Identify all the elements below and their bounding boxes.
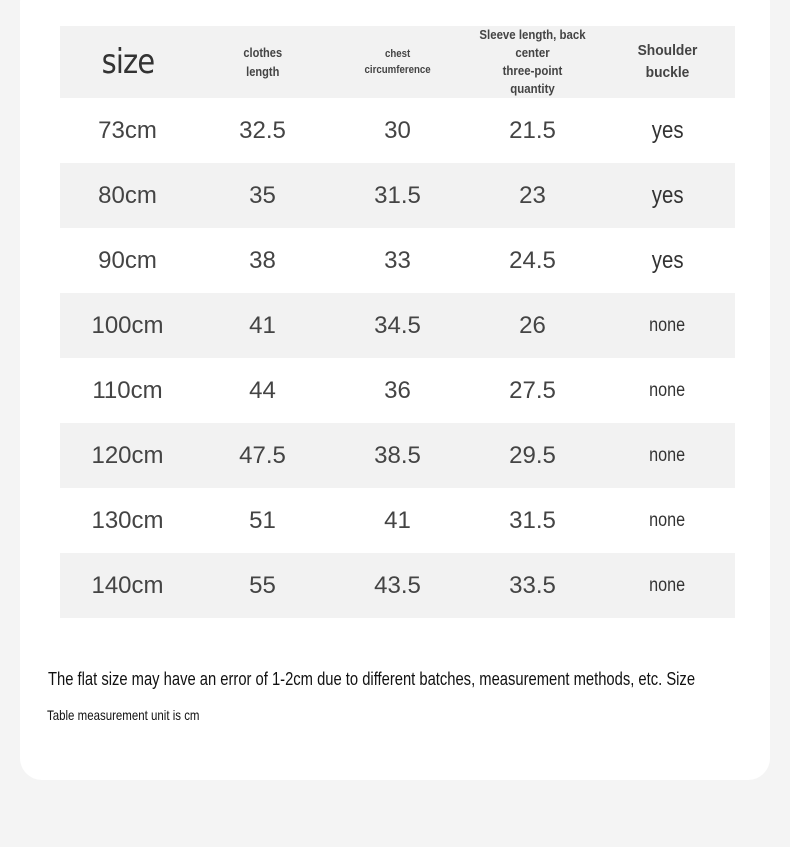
table-row: [60, 163, 735, 228]
size-cell: 140cm: [91, 571, 164, 599]
size-cell: 120cm: [91, 441, 164, 469]
sleeve-length-cell: 21.5: [509, 116, 556, 144]
table-row: [60, 553, 735, 618]
sleeve-length-cell: 27.5: [509, 376, 556, 404]
sleeve-length-cell: 26: [519, 311, 546, 339]
shoulder-buckle-cell: none: [649, 379, 686, 401]
sleeve-length-cell: 24.5: [509, 246, 556, 274]
clothes-length-cell: 38: [249, 246, 276, 274]
shoulder-buckle-cell: none: [649, 509, 686, 531]
shoulder-buckle-cell: none: [649, 574, 686, 596]
size-table: [60, 26, 735, 618]
table-row: [60, 98, 735, 163]
shoulder-buckle-cell: yes: [651, 246, 684, 274]
chest-circumference-cell: 30: [384, 116, 411, 144]
chest-circumference-cell: 41: [384, 506, 411, 534]
shoulder-buckle-cell: yes: [651, 181, 684, 209]
table-row: [60, 488, 735, 553]
clothes-length-cell: 51: [249, 506, 276, 534]
size-cell: 100cm: [91, 311, 164, 339]
sleeve-length-cell: 33.5: [509, 571, 556, 599]
chest-circumference-cell: 43.5: [374, 571, 421, 599]
sleeve-length-cell: 29.5: [509, 441, 556, 469]
chest-circumference-cell: 36: [384, 376, 411, 404]
table-header-row: [60, 26, 735, 98]
clothes-length-cell: 41: [249, 311, 276, 339]
size-cell: 110cm: [92, 376, 163, 404]
table-row: [60, 423, 735, 488]
size-cell: 90cm: [98, 246, 157, 274]
table-row: [60, 293, 735, 358]
clothes-length-cell: 55: [249, 571, 276, 599]
chest-circumference-cell: 38.5: [374, 441, 421, 469]
chest-circumference-cell: 31.5: [374, 181, 421, 209]
table-row: [60, 358, 735, 423]
size-cell: 80cm: [98, 181, 157, 209]
table-row: [60, 228, 735, 293]
clothes-length-cell: 35: [249, 181, 276, 209]
shoulder-buckle-cell: yes: [651, 116, 684, 144]
chest-circumference-cell: 33: [384, 246, 411, 274]
sleeve-length-cell: 23: [519, 181, 546, 209]
size-cell: 130cm: [91, 506, 164, 534]
clothes-length-cell: 44: [249, 376, 276, 404]
header-sleeve-length: Sleeve length, back center three-point quantity: [479, 27, 586, 96]
header-chest-circumference: chest circumference: [364, 48, 431, 76]
table-body: [60, 98, 735, 618]
shoulder-buckle-cell: none: [649, 444, 686, 466]
size-cell: 73cm: [98, 116, 157, 144]
chest-circumference-cell: 34.5: [374, 311, 421, 339]
clothes-length-cell: 47.5: [239, 441, 286, 469]
header-clothes-length: clothes length: [243, 45, 282, 79]
sleeve-length-cell: 31.5: [509, 506, 556, 534]
shoulder-buckle-cell: none: [649, 314, 686, 336]
header-shoulder-buckle: Shoulder buckle: [637, 42, 698, 81]
header-size: size: [101, 42, 154, 82]
note-measurement-error: The flat size may have an error of 1-2cm due to different batches, measurement methods, etc. Size: [48, 669, 696, 689]
note-measurement-unit: Table measurement unit is cm: [47, 707, 200, 723]
clothes-length-cell: 32.5: [239, 116, 286, 144]
